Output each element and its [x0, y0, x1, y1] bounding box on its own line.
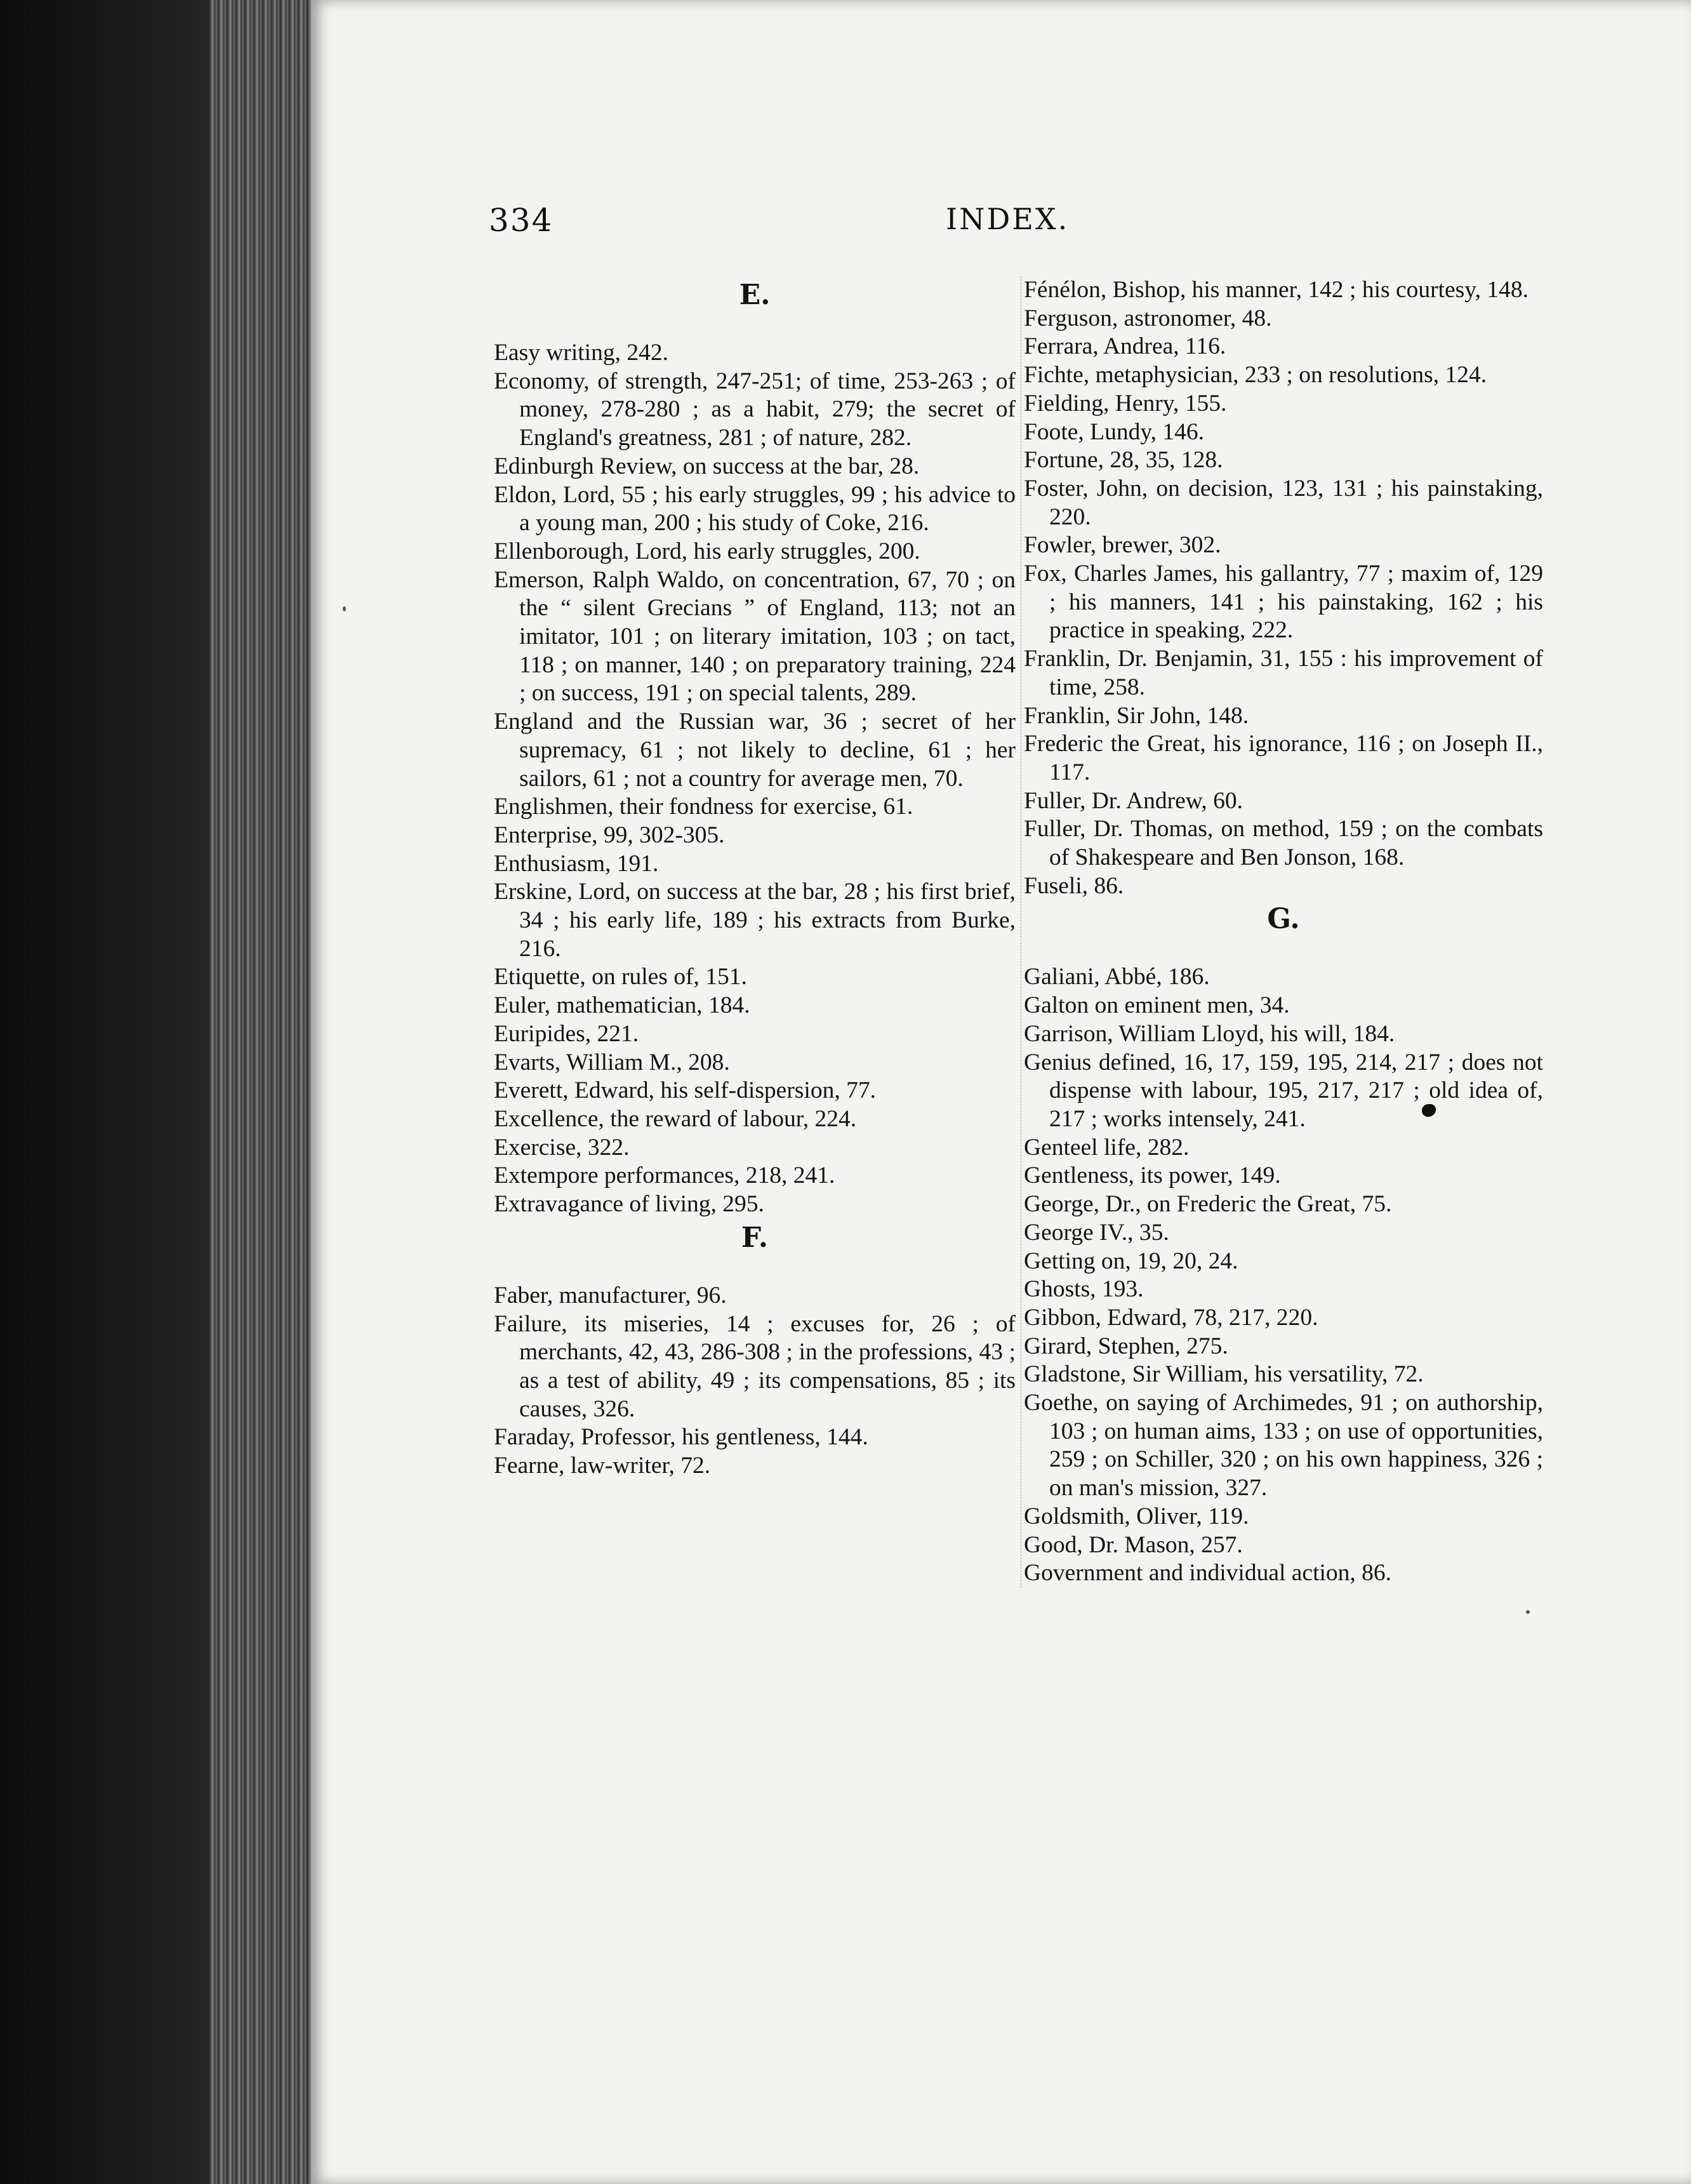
index-entry: Good, Dr. Mason, 257.	[1024, 1531, 1243, 1558]
index-column-left	[494, 276, 1016, 1481]
index-entry: Excellence, the reward of labour, 224.	[494, 1105, 857, 1132]
index-entry: Fuller, Dr. Thomas, on method, 159 ; on the combats of Shakespeare and Ben Jonson, 168.	[1024, 816, 1543, 871]
index-entry: Fielding, Henry, 155.	[1024, 390, 1227, 416]
index-entry: George, Dr., on Frederic the Great, 75.	[1024, 1191, 1392, 1218]
index-entry: Gentleness, its power, 149.	[1024, 1162, 1281, 1189]
index-entry: Economy, of strength, 247-251; of time, 253-263 ; of money, 278-280 ; as a habit, 279; the secret of England's greatness, 281 ; of nature, 282.	[494, 368, 1016, 451]
index-entry: Englishmen, their fondness for exercise, 61.	[494, 794, 913, 820]
index-entry: Erskine, Lord, on success at the bar, 28 ; his first brief, 34 ; his early life, 189 ; his extracts from Burke, 216.	[494, 879, 1016, 962]
index-entry: Galiani, Abbé, 186.	[1024, 964, 1210, 990]
index-entry: Edinburgh Review, on success at the bar, 28.	[494, 453, 920, 479]
index-entry: Franklin, Sir John, 148.	[1024, 702, 1249, 729]
index-entry: Euripides, 221.	[494, 1020, 639, 1047]
index-entry: Genteel life, 282.	[1024, 1134, 1190, 1161]
index-entry: England and the Russian war, 36 ; secret of her supremacy, 61 ; not likely to decline, 61 ; her sailors, 61 ; not a country for average men, 70.	[494, 709, 1016, 792]
index-entry: Foster, John, on decision, 123, 131 ; his painstaking, 220.	[1024, 475, 1543, 530]
index-entry: Girard, Stephen, 275.	[1024, 1333, 1228, 1359]
index-entry: Fox, Charles James, his gallantry, 77 ; maxim of, 129 ; his manners, 141 ; his painstaking, 162 ; his practice in speaking, 222.	[1024, 561, 1543, 644]
index-entry: Enterprise, 99, 302-305.	[494, 822, 725, 848]
index-entry: Genius defined, 16, 17, 159, 195, 214, 217 ; does not dispense with labour, 195, 217, 217 ; old idea of, 217 ; works intensely, 241.	[1024, 1049, 1543, 1132]
index-entry: Fortune, 28, 35, 128.	[1024, 447, 1223, 474]
ink-speck	[1526, 1610, 1530, 1614]
index-entry: Ghosts, 193.	[1024, 1276, 1144, 1303]
ink-speck	[343, 606, 346, 611]
index-entry: Gladstone, Sir William, his versatility, 72.	[1024, 1361, 1424, 1388]
index-entry: Fénélon, Bishop, his manner, 142 ; his courtesy, 148.	[1024, 277, 1529, 303]
index-entry: Eldon, Lord, 55 ; his early struggles, 99 ; his advice to a young man, 200 ; his study of Coke, 216.	[494, 481, 1016, 536]
index-entry: Goldsmith, Oliver, 119.	[1024, 1503, 1249, 1529]
index-entry: Fichte, metaphysician, 233 ; on resolutions, 124.	[1024, 362, 1487, 389]
index-entry: Fearne, law-writer, 72.	[494, 1453, 711, 1479]
book-spine-shadow	[0, 0, 209, 2184]
index-entry: Frederic the Great, his ignorance, 116 ; on Joseph II., 117.	[1024, 731, 1543, 785]
index-entry: Extravagance of living, 295.	[494, 1191, 764, 1218]
index-entry: Franklin, Dr. Benjamin, 31, 155 : his improvement of time, 258.	[1024, 646, 1543, 700]
index-entry: Fowler, brewer, 302.	[1024, 532, 1221, 559]
index-entry: Exercise, 322.	[494, 1134, 630, 1161]
page-edges	[209, 0, 311, 2184]
index-entry: Galton on eminent men, 34.	[1024, 992, 1290, 1019]
section-letter-heading: F.	[741, 1221, 769, 1254]
index-entry: Fuseli, 86.	[1024, 872, 1124, 899]
page-number: 334	[489, 202, 554, 239]
index-entry: Etiquette, on rules of, 151.	[494, 964, 747, 990]
index-entry: Goethe, on saying of Archimedes, 91 ; on authorship, 103 ; on human aims, 133 ; on use of opportunities, 259 ; on Schiller, 320 ; on his own happiness, 326 ; on man's mission, 327.	[1024, 1390, 1543, 1502]
index-entry: Ferguson, astronomer, 48.	[1024, 305, 1272, 331]
index-entry: Faraday, Professor, his gentleness, 144.	[494, 1424, 868, 1451]
index-entry: Easy writing, 242.	[494, 340, 668, 366]
section-letter-heading: G.	[1267, 903, 1300, 936]
section-letter-heading: E.	[739, 279, 771, 311]
index-entry: Ferrara, Andrea, 116.	[1024, 333, 1226, 360]
index-entry: Gibbon, Edward, 78, 217, 220.	[1024, 1304, 1318, 1331]
index-entry: George IV., 35.	[1024, 1219, 1169, 1246]
index-column-right	[1021, 276, 1543, 1588]
index-entry: Euler, mathematician, 184.	[494, 992, 750, 1019]
index-entry: Ellenborough, Lord, his early struggles, 200.	[494, 538, 920, 564]
index-entry: Getting on, 19, 20, 24.	[1024, 1248, 1238, 1274]
index-entry: Evarts, William M., 208.	[494, 1049, 730, 1075]
index-entry: Government and individual action, 86.	[1024, 1560, 1392, 1587]
index-entry: Failure, its miseries, 14 ; excuses for, 26 ; of merchants, 42, 43, 286-308 ; in the professions, 43 ; as a test of ability, 49 ; its compensations, 85 ; its causes, 326.	[494, 1310, 1016, 1422]
index-entry: Faber, manufacturer, 96.	[494, 1282, 727, 1308]
index-entry: Garrison, William Lloyd, his will, 184.	[1024, 1020, 1395, 1047]
running-head: INDEX.	[946, 202, 1070, 236]
index-entry: Extempore performances, 218, 241.	[494, 1162, 835, 1189]
index-entry: Enthusiasm, 191.	[494, 850, 659, 877]
index-entry: Fuller, Dr. Andrew, 60.	[1024, 787, 1243, 814]
index-entry: Foote, Lundy, 146.	[1024, 418, 1205, 445]
index-entry: Everett, Edward, his self-dispersion, 77.	[494, 1077, 876, 1104]
page-header	[489, 202, 1536, 240]
index-entry: Emerson, Ralph Waldo, on concentration, 67, 70 ; on the “ silent Grecians ” of England, 113; not an imitator, 101 ; on literary imitation, 103 ; on tact, 118 ; on manner, 140 ; on preparatory training, 224 ; on success, 191 ; on special talents, 289.	[494, 566, 1016, 707]
